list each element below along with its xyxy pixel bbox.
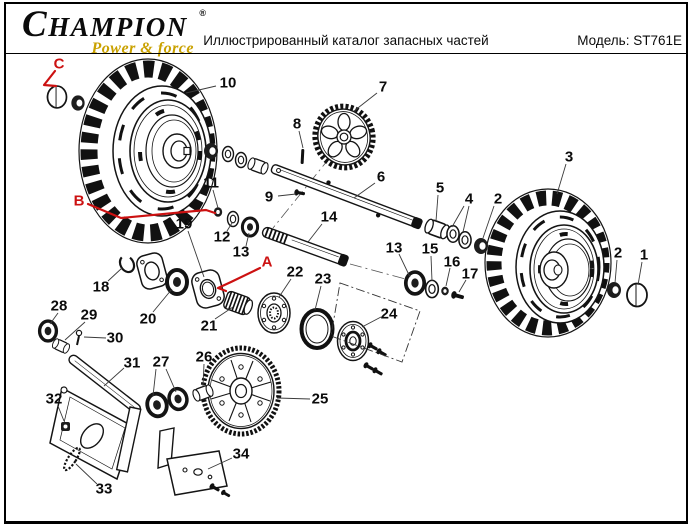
friction-wheel-25 <box>203 348 279 434</box>
wheel-right <box>485 189 611 337</box>
callout-13: 13 <box>232 243 250 261</box>
pin-30 <box>76 330 81 345</box>
callout-4: 4 <box>464 190 474 208</box>
callout-17: 17 <box>461 265 479 283</box>
leader-line-22 <box>279 279 291 297</box>
callout-7: 7 <box>378 78 388 96</box>
callout-13: 13 <box>385 239 403 257</box>
callout-19: 19 <box>175 215 193 233</box>
leader-line-7 <box>354 93 377 111</box>
bracket-arm-31 <box>50 353 142 479</box>
leader-line-3 <box>557 164 566 194</box>
callout-24: 24 <box>380 305 398 323</box>
leader-line-23 <box>315 286 321 310</box>
callout-21: 21 <box>200 317 218 335</box>
callout-11: 11 <box>203 174 219 192</box>
callout-18: 18 <box>92 278 110 296</box>
brand-wordmark: CHAMPION <box>22 4 188 45</box>
leader-line-6 <box>354 183 375 198</box>
leader-line-16 <box>446 268 450 286</box>
leader-line-31 <box>104 368 124 386</box>
hub-24 <box>338 322 369 361</box>
callout-15: 15 <box>421 240 439 258</box>
callout-31: 31 <box>123 354 141 372</box>
leader-line-14 <box>308 224 322 242</box>
callout-29: 29 <box>80 306 98 324</box>
flange-bracket-19 <box>135 251 169 291</box>
leader-line-8 <box>299 131 303 148</box>
leader-line-5 <box>436 195 438 221</box>
callout-6: 6 <box>376 168 386 186</box>
callout-B: B <box>73 192 85 210</box>
callout-2: 2 <box>493 190 503 208</box>
leader-line-25 <box>277 398 310 399</box>
friction-ring-23 <box>302 310 333 348</box>
callout-26: 26 <box>195 348 213 366</box>
bearing-13-group <box>406 272 465 301</box>
callout-8: 8 <box>292 115 302 133</box>
leader-line-13 <box>399 254 410 277</box>
sprocket <box>308 100 380 175</box>
roll-pin <box>301 149 305 164</box>
leader-line-11 <box>213 190 218 208</box>
callout-23: 23 <box>314 270 332 288</box>
snap-ring <box>117 253 137 274</box>
brand-tagline: Power & force <box>91 40 194 57</box>
leader-line-21 <box>215 307 233 319</box>
splined-shaft <box>261 225 350 267</box>
pinion-gear-21 <box>223 290 255 316</box>
ref-mark-A <box>218 268 260 291</box>
bearing-20 <box>167 270 187 294</box>
leader-line-15 <box>431 256 432 281</box>
callout-33: 33 <box>95 480 113 498</box>
callout-C: C <box>53 55 65 73</box>
callout-16: 16 <box>443 253 461 271</box>
bearings-27 <box>145 387 189 419</box>
callout-A: A <box>261 253 273 271</box>
callout-34: 34 <box>232 445 250 463</box>
callout-25: 25 <box>311 390 329 408</box>
leader-line-30 <box>84 337 106 338</box>
leader-line-4 <box>463 206 469 232</box>
leader-line-9 <box>278 194 296 196</box>
hex-axle-shaft <box>269 160 425 233</box>
callout-32: 32 <box>45 390 63 408</box>
hubcap-left <box>47 86 66 108</box>
callout-30: 30 <box>106 329 124 347</box>
leader-line-4 <box>452 206 464 227</box>
leader-line-27 <box>166 369 176 392</box>
bushing-29 <box>51 338 71 354</box>
wheel-nut-right <box>607 282 621 298</box>
callout-9: 9 <box>264 188 274 206</box>
wheel-nut-left <box>71 95 84 110</box>
page-title: Иллюстрированный каталог запасных частей <box>203 33 489 48</box>
callout-10: 10 <box>219 74 237 92</box>
bearing-28 <box>40 321 57 341</box>
callout-12: 12 <box>213 228 231 246</box>
callout-27: 27 <box>152 353 170 371</box>
hubcap-right <box>627 284 647 307</box>
leader-line-20 <box>153 289 172 312</box>
ref-mark-C <box>44 71 56 86</box>
callout-22: 22 <box>286 263 304 281</box>
callout-20: 20 <box>139 310 157 328</box>
leader-line-18 <box>108 268 122 281</box>
leader-line-24 <box>362 317 381 327</box>
callout-2: 2 <box>613 244 623 262</box>
callout-3: 3 <box>564 148 574 166</box>
model-label: Модель: ST761E <box>577 33 682 48</box>
callout-14: 14 <box>320 208 338 226</box>
leader-line-29 <box>65 322 85 340</box>
registered-mark: ® <box>199 8 206 18</box>
callout-5: 5 <box>435 179 445 197</box>
callout-1: 1 <box>639 246 649 264</box>
leader-line-1 <box>638 262 642 285</box>
leader-line-2 <box>615 260 617 283</box>
callout-28: 28 <box>50 297 68 315</box>
hub-plate-22 <box>258 293 290 333</box>
leader-line-19 <box>188 231 204 277</box>
nut-32 <box>61 422 70 431</box>
